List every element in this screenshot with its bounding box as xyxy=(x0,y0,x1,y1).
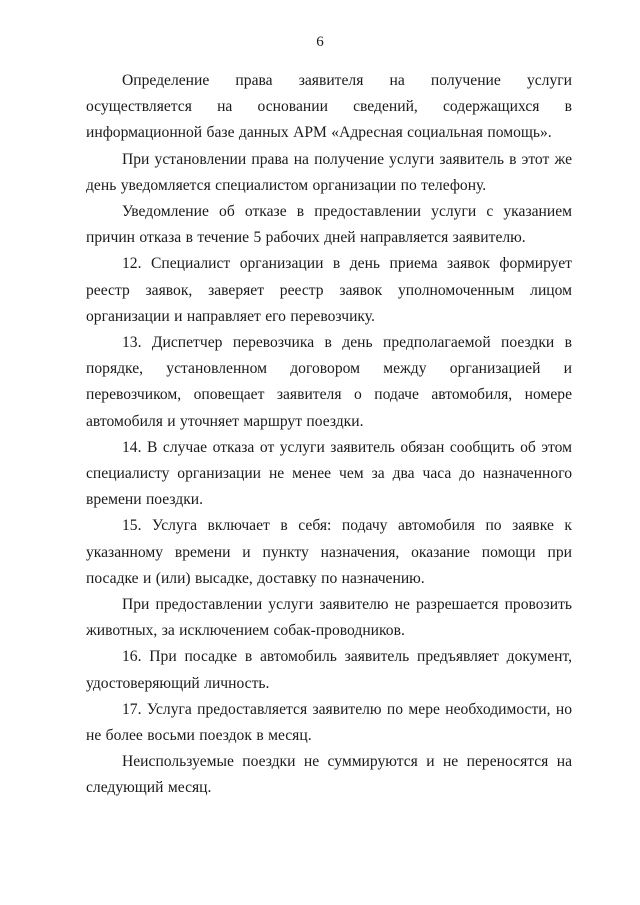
paragraph-item-12: 12. Специалист организации в день приема заявок формирует реестр заявок, заверяет реестр заявок уполномоченным лицом организации и направляет его перевозчику. xyxy=(86,255,572,325)
paragraph-unused-trips: Неиспользуемые поездки не суммируются и не переносятся на следующий месяц. xyxy=(86,753,572,797)
paragraph-item-16: 16. При посадке в автомобиль заявитель предъявляет документ, удостоверяющий личность. xyxy=(86,648,572,692)
paragraph-animals-restriction: При предоставлении услуги заявителю не разрешается провозить животных, за исключением собак-проводников. xyxy=(86,596,572,640)
paragraph-eligibility-notice: При установлении права на получение услуги заявитель в этот же день уведомляется специалистом организации по телефону. xyxy=(86,150,572,194)
paragraph-refusal-notice: Уведомление об отказе в предоставлении услуги с указанием причин отказа в течение 5 рабочих дней направляется заявителю. xyxy=(86,203,572,247)
paragraph-item-15: 15. Услуга включает в себя: подачу автомобиля по заявке к указанному времени и пункту назначения, оказание помощи при посадке и (или) высадке, доставку по назначению. xyxy=(86,517,572,587)
paragraph-item-17: 17. Услуга предоставляется заявителю по мере необходимости, но не более восьми поездок в месяц. xyxy=(86,700,572,745)
paragraph-item-13: 13. Диспетчер перевозчика в день предполагаемой поездки в порядке, установленном договором между организацией и перевозчиком, оповещает заявителя о подаче автомобиля, номере автомобиля и уточняет маршрут поездки. xyxy=(86,334,572,430)
paragraph-eligibility-basis: Определение права заявителя на получение услуги осуществляется на основании сведений, содержащихся в информационной базе данных АРМ «Адресная социальная помощь». xyxy=(86,72,572,142)
page-number: 6 xyxy=(316,34,324,50)
document-body xyxy=(86,68,572,802)
paragraph-item-14: 14. В случае отказа от услуги заявитель обязан сообщить об этом специалисту организации не менее чем за два часа до назначенного времени поездки. xyxy=(86,438,572,509)
